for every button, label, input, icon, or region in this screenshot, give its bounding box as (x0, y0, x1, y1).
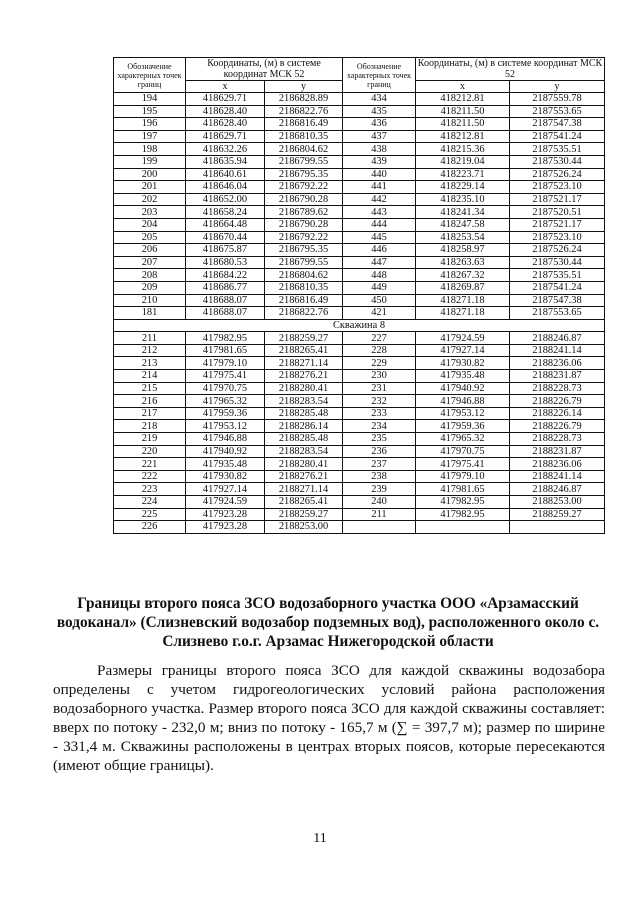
y-coordinate-cell: 2188283.54 (265, 395, 343, 408)
point-number-cell: 434 (343, 93, 416, 106)
x-coordinate-cell: 418219.04 (416, 155, 510, 168)
x-coordinate-cell: 418640.61 (186, 168, 265, 181)
point-number-cell: 216 (114, 395, 186, 408)
coordinates-header-right: Координаты, (м) в системе координат МСК 52 (416, 58, 605, 81)
x-coordinate-cell: 417959.36 (186, 407, 265, 420)
point-number-cell: 236 (343, 445, 416, 458)
point-number-cell: 223 (114, 483, 186, 496)
x-header: x (416, 81, 510, 93)
y-coordinate-cell: 2186816.49 (265, 118, 343, 131)
point-number-cell: 238 (343, 470, 416, 483)
point-number-cell: 194 (114, 93, 186, 106)
x-coordinate-cell: 417981.65 (416, 483, 510, 496)
x-coordinate-cell: 417975.41 (416, 458, 510, 471)
point-number-cell: 237 (343, 458, 416, 471)
table-row (114, 433, 605, 446)
point-number-cell: 446 (343, 244, 416, 257)
y-coordinate-cell: 2188228.73 (510, 433, 605, 446)
x-coordinate-cell: 417940.92 (416, 382, 510, 395)
point-number-cell: 209 (114, 281, 186, 294)
point-number-cell: 436 (343, 118, 416, 131)
y-coordinate-cell: 2186799.55 (265, 155, 343, 168)
point-number-cell: 437 (343, 130, 416, 143)
point-number-cell: 229 (343, 357, 416, 370)
table-row (114, 244, 605, 257)
table-row (114, 256, 605, 269)
table-row (114, 281, 605, 294)
x-coordinate-cell: 418211.50 (416, 118, 510, 131)
x-coordinate-cell: 417982.95 (186, 332, 265, 345)
point-number-cell: 202 (114, 193, 186, 206)
point-number-cell: 200 (114, 168, 186, 181)
x-coordinate-cell: 417979.10 (186, 357, 265, 370)
y-coordinate-cell: 2188246.87 (510, 332, 605, 345)
y-header: y (510, 81, 605, 93)
y-coordinate-cell: 2188285.48 (265, 433, 343, 446)
x-coordinate-cell: 418670.44 (186, 231, 265, 244)
table-row (114, 143, 605, 156)
x-coordinate-cell: 418235.10 (416, 193, 510, 206)
y-coordinate-cell: 2186799.55 (265, 256, 343, 269)
table-row (114, 357, 605, 370)
point-number-cell: 204 (114, 218, 186, 231)
table-body-part1 (114, 93, 605, 320)
y-coordinate-cell: 2188259.27 (510, 508, 605, 521)
table-row (114, 93, 605, 106)
y-coordinate-cell: 2186822.76 (265, 307, 343, 320)
x-coordinate-cell: 417959.36 (416, 420, 510, 433)
x-coordinate-cell: 417923.28 (186, 521, 265, 534)
x-coordinate-cell: 417970.75 (416, 445, 510, 458)
point-number-cell: 450 (343, 294, 416, 307)
x-coordinate-cell: 418664.48 (186, 218, 265, 231)
table-row (114, 155, 605, 168)
y-coordinate-cell: 2188226.79 (510, 395, 605, 408)
x-coordinate-cell: 418211.50 (416, 105, 510, 118)
y-coordinate-cell: 2186792.22 (265, 181, 343, 194)
y-coordinate-cell: 2186822.76 (265, 105, 343, 118)
y-coordinate-cell: 2186804.62 (265, 269, 343, 282)
table-row (114, 508, 605, 521)
x-coordinate-cell: 417924.59 (186, 496, 265, 509)
table-row (114, 307, 605, 320)
point-number-cell: 196 (114, 118, 186, 131)
y-coordinate-cell: 2188280.41 (265, 382, 343, 395)
point-number-cell: 239 (343, 483, 416, 496)
x-coordinate-cell: 417981.65 (186, 344, 265, 357)
point-number-cell: 222 (114, 470, 186, 483)
x-coordinate-cell: 418269.87 (416, 281, 510, 294)
point-number-cell: 234 (343, 420, 416, 433)
table-row (114, 130, 605, 143)
table-row (114, 269, 605, 282)
x-coordinate-cell: 417970.75 (186, 382, 265, 395)
y-coordinate-cell: 2188246.87 (510, 483, 605, 496)
x-coordinate-cell: 417927.14 (186, 483, 265, 496)
x-coordinate-cell: 417953.12 (416, 407, 510, 420)
y-header: y (265, 81, 343, 93)
point-number-cell: 201 (114, 181, 186, 194)
x-coordinate-cell: 417946.88 (186, 433, 265, 446)
y-coordinate-cell: 2188265.41 (265, 344, 343, 357)
y-coordinate-cell: 2187520.51 (510, 206, 605, 219)
y-coordinate-cell: 2188241.14 (510, 470, 605, 483)
y-coordinate-cell: 2187535.51 (510, 269, 605, 282)
y-coordinate-cell: 2186810.35 (265, 281, 343, 294)
x-coordinate-cell: 418247.58 (416, 218, 510, 231)
x-coordinate-cell: 418688.07 (186, 307, 265, 320)
point-number-cell: 211 (114, 332, 186, 345)
x-coordinate-cell: 418628.40 (186, 105, 265, 118)
x-coordinate-cell: 417975.41 (186, 370, 265, 383)
x-coordinate-cell (416, 521, 510, 534)
point-number-cell: 210 (114, 294, 186, 307)
point-number-cell: 439 (343, 155, 416, 168)
point-designation-header-left: Обозначение характерных точек границ (114, 58, 186, 93)
y-coordinate-cell: 2188286.14 (265, 420, 343, 433)
table-body-part2 (114, 332, 605, 534)
point-number-cell: 447 (343, 256, 416, 269)
y-coordinate-cell: 2186795.35 (265, 244, 343, 257)
y-coordinate-cell: 2186789.62 (265, 206, 343, 219)
table-row (114, 218, 605, 231)
y-coordinate-cell: 2186828.89 (265, 93, 343, 106)
y-coordinate-cell: 2188259.27 (265, 508, 343, 521)
body-paragraph: Размеры границы второго пояса ЗСО для каждой скважины водозабора определены с учетом гидрогеологических условий района расположения водозаборного участка. Размер второго пояса ЗСО для каждой скважины составляет: вверх по потоку - 232,0 м; вниз по потоку - 165,7 м (∑ = 397,7 м); размер по ширине - 331,4 м. Скважины расположены в центрах вторых поясов, которые пересекаются (имеют общие границы). (53, 662, 605, 774)
point-number-cell: 226 (114, 521, 186, 534)
y-coordinate-cell: 2187521.17 (510, 218, 605, 231)
table-row (114, 294, 605, 307)
point-number-cell: 218 (114, 420, 186, 433)
section-row-group (114, 319, 605, 332)
x-coordinate-cell: 417946.88 (416, 395, 510, 408)
x-coordinate-cell: 418686.77 (186, 281, 265, 294)
y-coordinate-cell: 2188226.79 (510, 420, 605, 433)
y-coordinate-cell: 2186795.35 (265, 168, 343, 181)
table-row (114, 168, 605, 181)
page-number: 11 (313, 831, 327, 846)
y-coordinate-cell: 2188236.06 (510, 357, 605, 370)
x-coordinate-cell: 418652.00 (186, 193, 265, 206)
point-number-cell: 448 (343, 269, 416, 282)
point-number-cell: 444 (343, 218, 416, 231)
table-row (114, 181, 605, 194)
x-coordinate-cell: 417924.59 (416, 332, 510, 345)
y-coordinate-cell: 2186804.62 (265, 143, 343, 156)
table-row (114, 470, 605, 483)
table-row (114, 105, 605, 118)
y-coordinate-cell: 2187547.38 (510, 294, 605, 307)
y-coordinate-cell: 2186790.28 (265, 193, 343, 206)
point-number-cell (343, 521, 416, 534)
x-coordinate-cell: 417940.92 (186, 445, 265, 458)
table-row (114, 370, 605, 383)
point-number-cell: 225 (114, 508, 186, 521)
x-coordinate-cell: 418688.07 (186, 294, 265, 307)
y-coordinate-cell: 2188271.14 (265, 483, 343, 496)
point-number-cell: 232 (343, 395, 416, 408)
y-coordinate-cell: 2188236.06 (510, 458, 605, 471)
section-title: Скважина 8 (114, 319, 605, 332)
point-number-cell: 203 (114, 206, 186, 219)
y-coordinate-cell: 2188228.73 (510, 382, 605, 395)
y-coordinate-cell: 2187521.17 (510, 193, 605, 206)
point-designation-header-right: Обозначение характерных точек границ (343, 58, 416, 93)
y-coordinate-cell: 2187541.24 (510, 130, 605, 143)
y-coordinate-cell: 2188271.14 (265, 357, 343, 370)
y-coordinate-cell: 2187526.24 (510, 244, 605, 257)
x-coordinate-cell: 418684.22 (186, 269, 265, 282)
point-number-cell: 198 (114, 143, 186, 156)
coordinates-header-left: Координаты, (м) в системе координат МСК 52 (186, 58, 343, 81)
table-row (114, 445, 605, 458)
section-heading: Границы второго пояса ЗСО водозаборного участка ООО «Арзамасский водоканал» (Слизневский водозабор подземных вод), расположенного около с. Слизнево г.о.г. Арзамас Нижегородской области (56, 595, 600, 650)
point-number-cell: 421 (343, 307, 416, 320)
table-row (114, 483, 605, 496)
table-row (114, 496, 605, 509)
x-coordinate-cell: 418658.24 (186, 206, 265, 219)
point-number-cell: 441 (343, 181, 416, 194)
y-coordinate-cell: 2188231.87 (510, 445, 605, 458)
x-coordinate-cell: 417935.48 (186, 458, 265, 471)
y-coordinate-cell: 2188253.00 (265, 521, 343, 534)
table-row (114, 395, 605, 408)
point-number-cell: 438 (343, 143, 416, 156)
x-coordinate-cell: 418223.71 (416, 168, 510, 181)
table-row (114, 332, 605, 345)
x-coordinate-cell: 417982.95 (416, 496, 510, 509)
x-coordinate-cell: 418646.04 (186, 181, 265, 194)
point-number-cell: 197 (114, 130, 186, 143)
y-coordinate-cell: 2188265.41 (265, 496, 343, 509)
table-row (114, 118, 605, 131)
point-number-cell: 227 (343, 332, 416, 345)
x-coordinate-cell: 418241.34 (416, 206, 510, 219)
point-number-cell: 449 (343, 281, 416, 294)
point-number-cell: 445 (343, 231, 416, 244)
table-row (114, 420, 605, 433)
y-coordinate-cell: 2188276.21 (265, 470, 343, 483)
table-header (114, 58, 605, 93)
point-number-cell: 220 (114, 445, 186, 458)
table-row (114, 407, 605, 420)
x-coordinate-cell: 417965.32 (416, 433, 510, 446)
table-row (114, 206, 605, 219)
point-number-cell: 214 (114, 370, 186, 383)
y-coordinate-cell: 2187530.44 (510, 155, 605, 168)
point-number-cell: 442 (343, 193, 416, 206)
point-number-cell: 230 (343, 370, 416, 383)
point-number-cell: 205 (114, 231, 186, 244)
x-coordinate-cell: 418629.71 (186, 130, 265, 143)
y-coordinate-cell: 2187541.24 (510, 281, 605, 294)
y-coordinate-cell: 2187547.38 (510, 118, 605, 131)
x-coordinate-cell: 417930.82 (416, 357, 510, 370)
point-number-cell: 212 (114, 344, 186, 357)
y-coordinate-cell: 2187559.78 (510, 93, 605, 106)
y-coordinate-cell: 2187553.65 (510, 105, 605, 118)
table-row (114, 193, 605, 206)
x-coordinate-cell: 418258.97 (416, 244, 510, 257)
table-row (114, 382, 605, 395)
y-coordinate-cell: 2188285.48 (265, 407, 343, 420)
point-number-cell: 206 (114, 244, 186, 257)
y-coordinate-cell: 2188231.87 (510, 370, 605, 383)
point-number-cell: 181 (114, 307, 186, 320)
x-coordinate-cell: 418253.54 (416, 231, 510, 244)
x-coordinate-cell: 417979.10 (416, 470, 510, 483)
point-number-cell: 235 (343, 433, 416, 446)
point-number-cell: 228 (343, 344, 416, 357)
point-number-cell: 215 (114, 382, 186, 395)
y-coordinate-cell: 2187526.24 (510, 168, 605, 181)
x-coordinate-cell: 418229.14 (416, 181, 510, 194)
table-row (114, 458, 605, 471)
y-coordinate-cell (510, 521, 605, 534)
y-coordinate-cell: 2188259.27 (265, 332, 343, 345)
point-number-cell: 233 (343, 407, 416, 420)
point-number-cell: 443 (343, 206, 416, 219)
x-coordinate-cell: 418271.18 (416, 307, 510, 320)
table-row (114, 521, 605, 534)
y-coordinate-cell: 2188241.14 (510, 344, 605, 357)
point-number-cell: 240 (343, 496, 416, 509)
x-coordinate-cell: 418629.71 (186, 93, 265, 106)
y-coordinate-cell: 2188280.41 (265, 458, 343, 471)
point-number-cell: 213 (114, 357, 186, 370)
x-coordinate-cell: 418212.81 (416, 130, 510, 143)
point-number-cell: 211 (343, 508, 416, 521)
x-coordinate-cell: 417923.28 (186, 508, 265, 521)
y-coordinate-cell: 2187535.51 (510, 143, 605, 156)
y-coordinate-cell: 2186790.28 (265, 218, 343, 231)
point-number-cell: 208 (114, 269, 186, 282)
x-header: x (186, 81, 265, 93)
y-coordinate-cell: 2187553.65 (510, 307, 605, 320)
point-number-cell: 195 (114, 105, 186, 118)
y-coordinate-cell: 2188253.00 (510, 496, 605, 509)
y-coordinate-cell: 2186792.22 (265, 231, 343, 244)
x-coordinate-cell: 418675.87 (186, 244, 265, 257)
point-number-cell: 199 (114, 155, 186, 168)
y-coordinate-cell: 2188276.21 (265, 370, 343, 383)
y-coordinate-cell: 2187530.44 (510, 256, 605, 269)
x-coordinate-cell: 417965.32 (186, 395, 265, 408)
table-row (114, 344, 605, 357)
x-coordinate-cell: 418212.81 (416, 93, 510, 106)
y-coordinate-cell: 2188283.54 (265, 445, 343, 458)
point-number-cell: 219 (114, 433, 186, 446)
y-coordinate-cell: 2186816.49 (265, 294, 343, 307)
y-coordinate-cell: 2187523.10 (510, 181, 605, 194)
x-coordinate-cell: 417953.12 (186, 420, 265, 433)
x-coordinate-cell: 418215.36 (416, 143, 510, 156)
point-number-cell: 221 (114, 458, 186, 471)
x-coordinate-cell: 418632.26 (186, 143, 265, 156)
x-coordinate-cell: 417930.82 (186, 470, 265, 483)
point-number-cell: 231 (343, 382, 416, 395)
point-number-cell: 435 (343, 105, 416, 118)
x-coordinate-cell: 417982.95 (416, 508, 510, 521)
point-number-cell: 224 (114, 496, 186, 509)
x-coordinate-cell: 418635.94 (186, 155, 265, 168)
point-number-cell: 217 (114, 407, 186, 420)
point-number-cell: 440 (343, 168, 416, 181)
x-coordinate-cell: 417935.48 (416, 370, 510, 383)
x-coordinate-cell: 418680.53 (186, 256, 265, 269)
x-coordinate-cell: 418628.40 (186, 118, 265, 131)
y-coordinate-cell: 2186810.35 (265, 130, 343, 143)
x-coordinate-cell: 418271.18 (416, 294, 510, 307)
point-number-cell: 207 (114, 256, 186, 269)
table-row (114, 231, 605, 244)
x-coordinate-cell: 418267.32 (416, 269, 510, 282)
x-coordinate-cell: 418263.63 (416, 256, 510, 269)
y-coordinate-cell: 2187523.10 (510, 231, 605, 244)
section-row (114, 319, 605, 332)
x-coordinate-cell: 417927.14 (416, 344, 510, 357)
y-coordinate-cell: 2188226.14 (510, 407, 605, 420)
coordinates-table (113, 57, 605, 534)
